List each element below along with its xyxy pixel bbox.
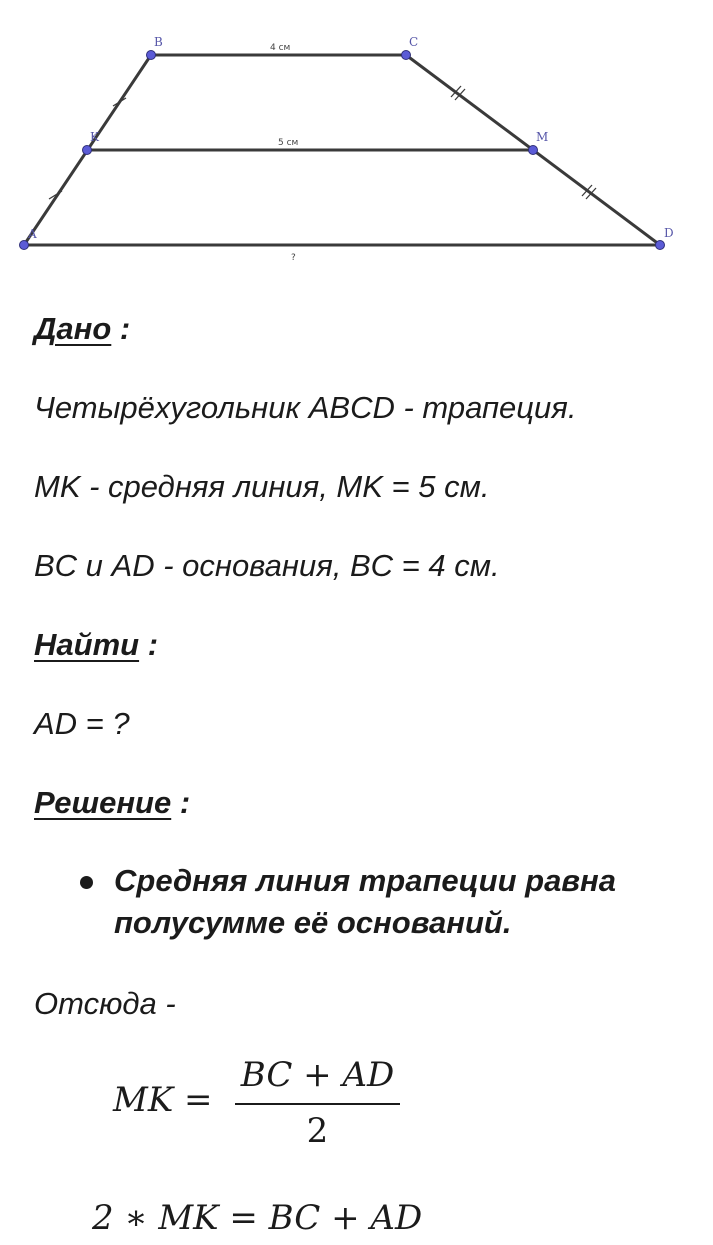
point-d bbox=[656, 241, 665, 250]
label-bc-length: 4 см bbox=[270, 43, 291, 53]
point-c bbox=[402, 51, 411, 60]
eq1-denominator: 2 bbox=[306, 1111, 329, 1151]
given-line-2: MK - средняя линия, MK = 5 см. bbox=[34, 469, 490, 504]
given-line-3: BC и AD - основания, BC = 4 см. bbox=[34, 548, 500, 583]
label-k: K bbox=[90, 130, 99, 144]
label-a: A bbox=[28, 227, 37, 241]
given-heading: Дано bbox=[34, 311, 112, 346]
point-m bbox=[529, 146, 538, 155]
label-c: C bbox=[409, 35, 419, 49]
label-m: M bbox=[536, 130, 549, 144]
trapezoid-figure bbox=[0, 0, 713, 280]
hence-line: Отсюда - bbox=[34, 986, 176, 1021]
given-colon: : bbox=[111, 311, 131, 346]
given-line-1: Четырёхугольник ABCD - трапеция. bbox=[34, 390, 577, 425]
bullet-dot bbox=[80, 876, 93, 889]
given-heading-line bbox=[34, 310, 130, 348]
find-heading: Найти bbox=[34, 627, 140, 662]
point-a bbox=[20, 241, 29, 250]
find-heading-line bbox=[34, 626, 158, 664]
solution-heading: Решение bbox=[34, 785, 172, 820]
label-b: B bbox=[154, 35, 163, 49]
solution-colon: : bbox=[171, 785, 191, 820]
find-line-1: AD = ? bbox=[34, 706, 130, 741]
label-km-length: 5 см bbox=[278, 138, 299, 148]
eq1-numerator: BC + AD bbox=[240, 1055, 395, 1095]
point-b bbox=[147, 51, 156, 60]
solution-heading-line bbox=[34, 784, 190, 822]
label-ad-length: ? bbox=[291, 253, 296, 263]
point-k bbox=[83, 146, 92, 155]
eq1-lhs: MK bbox=[113, 1080, 174, 1120]
find-colon: : bbox=[139, 627, 159, 662]
label-d: D bbox=[664, 226, 674, 240]
eq1-lhs-group bbox=[113, 1080, 213, 1120]
eq1-equals: = bbox=[184, 1080, 213, 1120]
eq1-fraction-bar bbox=[235, 1103, 400, 1105]
bullet-text: Средняя линия трапеции равна полусумме её оснований. bbox=[114, 863, 616, 940]
eq2: 2 ∗ MK = BC + AD bbox=[92, 1198, 423, 1238]
